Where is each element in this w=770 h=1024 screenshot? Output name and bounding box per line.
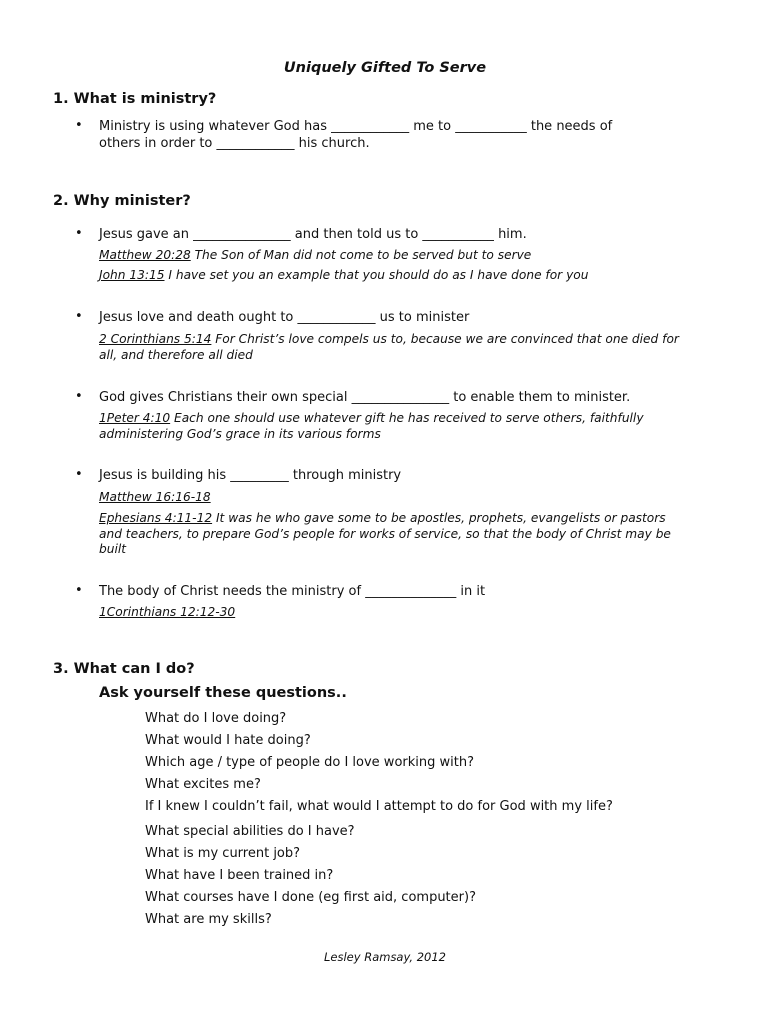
reference-quote: Each one should use whatever gift he has received to serve others, faithfully <box>170 411 644 425</box>
reference-citation: Matthew 20:28 <box>99 248 191 262</box>
bullet: • <box>75 226 83 241</box>
scripture-reference <box>99 490 211 504</box>
ministry-definition-line-1: Ministry is using whatever God has ____________ me to ___________ the needs of <box>99 119 613 134</box>
section-2-heading: 2. Why minister? <box>53 193 191 209</box>
reference-quote-continued: and teachers, to prepare God’s people for works of service, so that the body of Christ may be <box>99 527 671 541</box>
scripture-reference <box>99 511 666 525</box>
bullet: • <box>75 309 83 324</box>
reference-quote-continued: all, and therefore all died <box>99 348 253 362</box>
section-1-heading: 1. What is ministry? <box>53 91 217 107</box>
question-item: What do I love doing? <box>145 711 287 726</box>
why-item-text: Jesus is building his _________ through ministry <box>99 468 402 483</box>
reference-citation: 1Corinthians 12:12-30 <box>99 605 236 619</box>
question-item: What is my current job? <box>145 846 301 861</box>
bullet: • <box>75 389 83 404</box>
section-3-subheading: Ask yourself these questions.. <box>99 685 347 701</box>
page-title: Uniquely Gifted To Serve <box>283 60 487 76</box>
reference-citation: John 13:15 <box>99 268 165 282</box>
reference-citation: 2 Corinthians 5:14 <box>99 332 212 346</box>
question-item: What have I been trained in? <box>145 868 334 883</box>
reference-citation: 1Peter 4:10 <box>99 411 171 425</box>
question-item: What special abilities do I have? <box>145 824 355 839</box>
ministry-definition-line-2: others in order to ____________ his church. <box>99 136 370 151</box>
question-item: What courses have I done (eg first aid, computer)? <box>145 890 476 905</box>
scripture-reference <box>99 605 235 619</box>
reference-quote-continued: built <box>99 542 127 556</box>
question-item: Which age / type of people do I love working with? <box>145 755 474 770</box>
scripture-reference <box>99 248 531 262</box>
bullet: • <box>75 467 83 482</box>
scripture-reference <box>99 411 644 425</box>
why-item-text: Jesus love and death ought to ____________ us to minister <box>99 310 470 325</box>
scripture-reference <box>99 332 679 346</box>
reference-quote: For Christ’s love compels us to, because we are convinced that one died for <box>211 332 679 346</box>
scripture-reference <box>99 268 588 282</box>
reference-citation: Ephesians 4:11-12 <box>99 511 213 525</box>
why-item-text: Jesus gave an _______________ and then told us to ___________ him. <box>99 227 527 242</box>
question-item: If I knew I couldn’t fail, what would I attempt to do for God with my life? <box>145 799 613 814</box>
question-item: What excites me? <box>145 777 261 792</box>
reference-citation: Matthew 16:16-18 <box>99 490 211 504</box>
bullet: • <box>75 583 83 598</box>
question-item: What would I hate doing? <box>145 733 311 748</box>
bullet: • <box>75 118 83 133</box>
reference-quote: The Son of Man did not come to be served but to serve <box>190 248 532 262</box>
footer-author: Lesley Ramsay, 2012 <box>324 950 446 964</box>
why-item-text: God gives Christians their own special _______________ to enable them to minister. <box>99 390 631 405</box>
reference-quote-continued: administering God’s grace in its various forms <box>99 427 381 441</box>
section-3-heading: 3. What can I do? <box>53 661 195 677</box>
why-item-text: The body of Christ needs the ministry of ______________ in it <box>99 584 486 599</box>
reference-quote: It was he who gave some to be apostles, prophets, evangelists or pastors <box>212 511 666 525</box>
question-item: What are my skills? <box>145 912 272 927</box>
reference-quote: I have set you an example that you should do as I have done for you <box>164 268 589 282</box>
